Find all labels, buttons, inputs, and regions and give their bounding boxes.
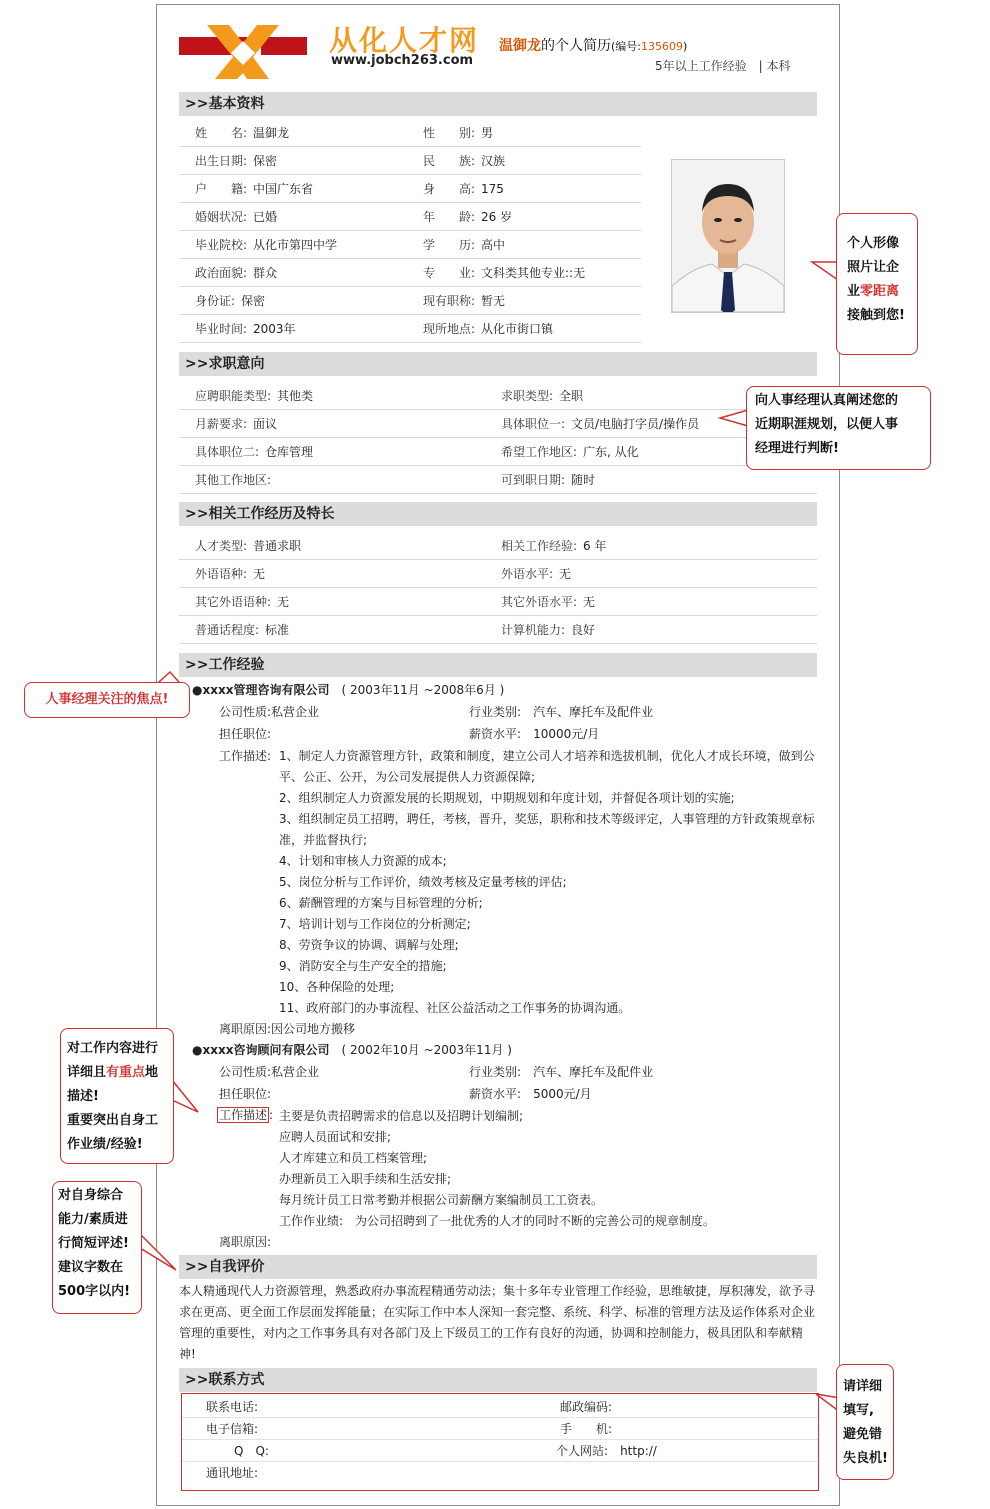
basic-row-label: 政治面貌: bbox=[195, 266, 248, 280]
job1-desc-line: 9、消防安全与生产安全的措施; bbox=[279, 959, 447, 973]
job1-industry: 行业类别: 汽车、摩托车及配件业 bbox=[469, 705, 654, 719]
candidate-name: 温御龙 bbox=[499, 38, 541, 54]
basic-row-label: 毕业院校: bbox=[195, 238, 248, 252]
section-self-eval: >>自我评价 bbox=[179, 1255, 817, 1279]
basic-row-label: 毕业时间: bbox=[195, 322, 248, 336]
job2-desc-line: 人才库建立和员工档案管理; bbox=[279, 1151, 428, 1165]
job2-period: ( 2002年10月 ~2003年11月 ) bbox=[341, 1043, 512, 1057]
callout-self: 对自身综合 能力/素质进 行简短评述! 建议字数在 500字以内! bbox=[52, 1181, 142, 1314]
related-row-value: 6 年 bbox=[583, 539, 607, 553]
basic-row-value: 从化市第四中学 bbox=[253, 238, 338, 252]
job1-period: ( 2003年11月 ~2008年6月 ) bbox=[341, 683, 505, 697]
job1-salary: 薪资水平: 10000元/月 bbox=[469, 727, 600, 741]
related-row-value: 无 bbox=[253, 567, 266, 581]
experience-years: 5年以上工作经验 bbox=[655, 59, 747, 73]
related-row-label: 计算机能力: bbox=[501, 623, 566, 637]
intent-row-label: 可到职日期: bbox=[501, 473, 566, 487]
intent-row-label: 月薪要求: bbox=[195, 417, 248, 431]
phone-label: 联系电话: bbox=[206, 1400, 259, 1414]
job2-desc-line: 每月统计员工日常考勤并根据公司薪酬方案编制员工工资表。 bbox=[279, 1193, 604, 1207]
related-row-value: 良好 bbox=[571, 623, 596, 637]
job1-desc-line: 3、组织制定员工招聘，聘任，考核，晋升，奖惩，职称和技术等级评定，人事管理的方针政策规章标 bbox=[279, 812, 815, 826]
job1-desc-line: 11、政府部门的办事流程、社区公益活动之工作事务的协调沟通。 bbox=[279, 1001, 631, 1015]
job1-header: ●xxxx管理咨询有限公司 ( 2003年11月 ~2008年6月 ) bbox=[192, 683, 505, 697]
section-intent: >>求职意向 bbox=[179, 352, 817, 376]
job2-salary: 薪资水平: 5000元/月 bbox=[469, 1087, 592, 1101]
basic-row-value: 文科类其他专业::无 bbox=[481, 266, 586, 280]
title-suffix: 的个人简历 bbox=[541, 38, 611, 54]
basic-row-value: 汉族 bbox=[481, 154, 506, 168]
basic-row-value: 温御龙 bbox=[253, 126, 290, 140]
basic-row-value: 26 岁 bbox=[481, 210, 513, 224]
intent-row-label: 具体职位一: bbox=[501, 417, 566, 431]
job2-industry: 行业类别: 汽车、摩托车及配件业 bbox=[469, 1065, 654, 1079]
job2-desc-line: 办理新员工入职手续和生活安排; bbox=[279, 1172, 452, 1186]
job2-leave: 离职原因: bbox=[219, 1235, 272, 1249]
basic-row-value: 175 bbox=[481, 182, 504, 196]
resume-code: (编号:135609) bbox=[611, 40, 688, 53]
job2-position: 担任职位: bbox=[219, 1087, 272, 1101]
job2-header: ●xxxx咨询顾问有限公司 ( 2002年10月 ~2003年11月 ) bbox=[192, 1043, 512, 1057]
callout-focus: 人事经理关注的焦点! bbox=[24, 682, 190, 718]
callout-intent: 向人事经理认真阐述您的 近期职涯规划，以便人事 经理进行判断! bbox=[746, 386, 931, 470]
email-label: 电子信箱: bbox=[206, 1422, 259, 1436]
related-row-label: 相关工作经验: bbox=[501, 539, 578, 553]
basic-row-label: 性 别: bbox=[423, 126, 476, 140]
basic-row-label: 民 族: bbox=[423, 154, 476, 168]
related-row-label: 普通话程度: bbox=[195, 623, 260, 637]
address-label: 通讯地址: bbox=[206, 1466, 259, 1480]
job1-desc-line: 8、劳资争议的协调、调解与处理; bbox=[279, 938, 459, 952]
basic-row-label: 婚姻状况: bbox=[195, 210, 248, 224]
basic-row-value: 高中 bbox=[481, 238, 506, 252]
intent-row-label: 具体职位二: bbox=[195, 445, 260, 459]
basic-row-label: 出生日期: bbox=[195, 154, 248, 168]
callout-detail: 对工作内容进行 详细且有重点地 描述! 重要突出自身工 作业绩/经验! bbox=[60, 1028, 174, 1164]
related-row-value: 无 bbox=[559, 567, 572, 581]
job1-desc-line: 平、公正、公开，为公司发展提供人力资源保障; bbox=[279, 770, 536, 784]
job1-desc-line: 6、薪酬管理的方案与目标管理的分析; bbox=[279, 896, 483, 910]
related-row-label: 其它外语水平: bbox=[501, 595, 578, 609]
related-row-value: 标准 bbox=[265, 623, 290, 637]
zip-label: 邮政编码: bbox=[560, 1400, 613, 1414]
basic-row-label: 现所地点: bbox=[423, 322, 476, 336]
job2-desc-line: 工作作业绩: 为公司招聘到了一批优秀的人才的同时不断的完善公司的规章制度。 bbox=[279, 1214, 716, 1228]
section-contact: >>联系方式 bbox=[179, 1368, 817, 1392]
intent-row-value: 全职 bbox=[559, 389, 584, 403]
job2-nature: 公司性质:私营企业 bbox=[219, 1065, 320, 1079]
job1-leave: 离职原因:因公司地方搬移 bbox=[219, 1022, 356, 1036]
job1-desc-line: 4、计划和审核人力资源的成本; bbox=[279, 854, 447, 868]
job2-company: xxxx咨询顾问有限公司 bbox=[202, 1043, 330, 1057]
logo-url: www.jobch263.com bbox=[331, 53, 474, 68]
basic-row-label: 专 业: bbox=[423, 266, 476, 280]
basic-row-label: 身份证: bbox=[195, 294, 236, 308]
related-row-value: 无 bbox=[277, 595, 290, 609]
job1-desc-line: 5、岗位分析与工作评价，绩效考核及定量考核的评估; bbox=[279, 875, 567, 889]
intent-row-label: 其他工作地区: bbox=[195, 473, 272, 487]
intent-row-value: 其他类 bbox=[277, 389, 314, 403]
basic-row-label: 身 高: bbox=[423, 182, 476, 196]
website: 个人网站: http:// bbox=[556, 1444, 657, 1458]
job2-desc-label: 工作描述 : bbox=[219, 1108, 274, 1122]
job1-position: 担任职位: bbox=[219, 727, 272, 741]
job2-desc-line: 应聘人员面试和安排; bbox=[279, 1130, 392, 1144]
callout-contact: 请详细 填写, 避免错 失良机! bbox=[836, 1364, 894, 1480]
related-row-value: 无 bbox=[583, 595, 596, 609]
basic-row-value: 2003年 bbox=[253, 322, 296, 336]
basic-row-value: 从化市街口镇 bbox=[481, 322, 554, 336]
job1-desc-line: 10、各种保险的处理; bbox=[279, 980, 395, 994]
related-row-label: 人才类型: bbox=[195, 539, 248, 553]
related-row-label: 其它外语语种: bbox=[195, 595, 272, 609]
section-related: >>相关工作经历及特长 bbox=[179, 502, 817, 526]
intent-row-value: 随时 bbox=[571, 473, 596, 487]
logo-text: 从化人才网 bbox=[329, 24, 480, 57]
basic-row-label: 现有职称: bbox=[423, 294, 476, 308]
job2-desc-line: 主要是负责招聘需求的信息以及招聘计划编制; bbox=[279, 1109, 524, 1123]
intent-row-label: 希望工作地区: bbox=[501, 445, 578, 459]
job1-company: xxxx管理咨询有限公司 bbox=[202, 683, 330, 697]
related-row-label: 外语水平: bbox=[501, 567, 554, 581]
job1-desc-line: 准，并监督执行; bbox=[279, 833, 368, 847]
basic-row-value: 已婚 bbox=[253, 210, 278, 224]
related-row-value: 普通求职 bbox=[253, 539, 302, 553]
basic-row-label: 姓 名: bbox=[195, 126, 248, 140]
basic-row-label: 年 龄: bbox=[423, 210, 476, 224]
degree: 本科 bbox=[766, 59, 791, 73]
experience-summary: 5年以上工作经验 | 本科 bbox=[655, 59, 791, 73]
intent-row-label: 求职类型: bbox=[501, 389, 554, 403]
basic-row-value: 保密 bbox=[241, 294, 266, 308]
job1-desc-label: 工作描述: bbox=[219, 749, 272, 763]
intent-row-value: 广东, 从化 bbox=[583, 445, 639, 459]
intent-row-value: 文员/电脑打字员/操作员 bbox=[571, 417, 700, 431]
basic-row-value: 男 bbox=[481, 126, 494, 140]
callout-photo: 个人形像 照片让企 业零距离 接触到您! bbox=[836, 213, 918, 355]
qq-label: Q Q: bbox=[234, 1444, 269, 1458]
basic-row-value: 中国广东省 bbox=[253, 182, 314, 196]
basic-row-value: 暂无 bbox=[481, 294, 506, 308]
job1-desc-line: 2、组织制定人力资源发展的长期规划，中期规划和年度计划，并督促各项计划的实施; bbox=[279, 791, 735, 805]
website-link[interactable]: http:// bbox=[620, 1444, 657, 1458]
intent-row-value: 仓库管理 bbox=[265, 445, 314, 459]
job1-desc-line: 7、培训计划与工作岗位的分析测定; bbox=[279, 917, 471, 931]
intent-row-label: 应聘职能类型: bbox=[195, 389, 272, 403]
job1-desc-line: 1、制定人力资源管理方针，政策和制度，建立公司人才培养和选拔机制，优化人才成长环境，做到公 bbox=[279, 749, 815, 763]
section-work: >>工作经验 bbox=[179, 653, 817, 677]
basic-row-value: 保密 bbox=[253, 154, 278, 168]
self-evaluation-text: 本人精通现代人力资源管理，熟悉政府办事流程精通劳动法；集十多年专业管理工作经验，思维敏捷，厚积薄发，欲予寻求在更高、更全面工作层面发挥能量；在实际工作中本人深知一套完整、系统、科学、标准的管理方法及运作体系对企业管理的重要性，对内之工作事务具有对各部门及上下级员工的工作有良好的沟通，协调和控制能力，极具团队和奉献精神! bbox=[179, 1284, 816, 1361]
basic-row-label: 学 历: bbox=[423, 238, 476, 252]
basic-row-value: 群众 bbox=[253, 266, 278, 280]
intent-row-value: 面议 bbox=[253, 417, 278, 431]
section-basic: >>基本资料 bbox=[179, 92, 817, 116]
basic-row-label: 户 籍: bbox=[195, 182, 248, 196]
mobile-label: 手 机: bbox=[560, 1422, 613, 1436]
related-row-label: 外语语种: bbox=[195, 567, 248, 581]
job1-nature: 公司性质:私营企业 bbox=[219, 705, 320, 719]
